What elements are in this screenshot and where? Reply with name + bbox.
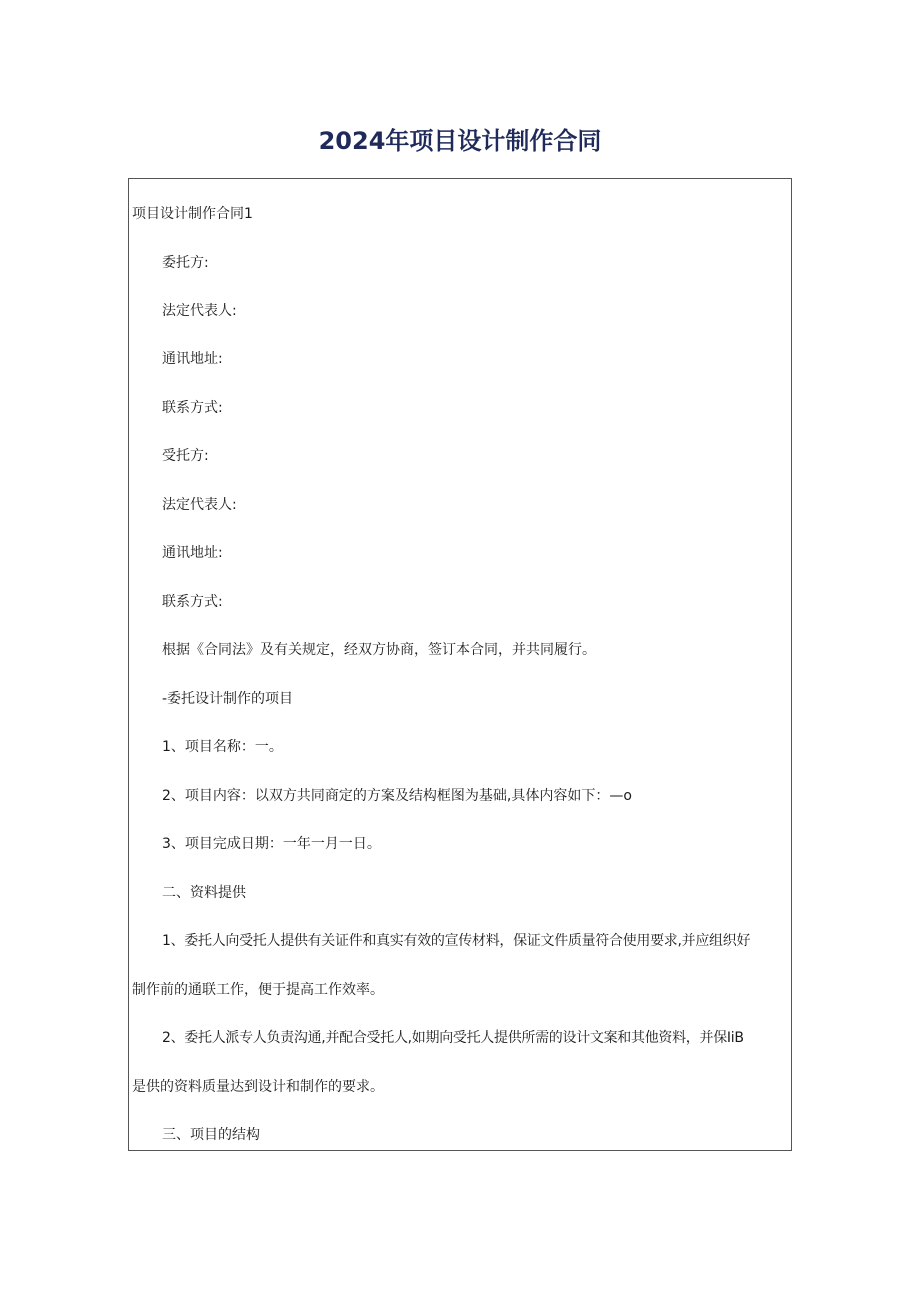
party-b-representative-label: 法定代表人: <box>162 497 237 513</box>
section-2-title: 二、资料提供 <box>162 885 246 901</box>
party-a-address-label: 通讯地址: <box>162 351 223 367</box>
section-2-item-2-line-1: 2、委托人派专人负责沟通,并配合受托人,如期向受托人提供所需的设计文案和其他资料，并保IiB <box>162 1030 744 1046</box>
party-a-representative-label: 法定代表人: <box>162 303 237 319</box>
preamble-paragraph: 根据《合同法》及有关规定，经双方协商，签订本合同，并共同履行。 <box>162 642 596 658</box>
contract-content-box <box>128 178 792 1151</box>
section-2-item-1-line-1: 1、委托人向受托人提供有关证件和真实有效的宣传材料，保证文件质量符合使用要求,并应组织好 <box>162 933 751 949</box>
party-b-contact-label: 联系方式: <box>162 594 223 610</box>
section-2-item-1-line-2: 制作前的通联工作，便于提高工作效率。 <box>132 982 384 998</box>
section-1-item-2: 2、项目内容：以双方共同商定的方案及结构框图为基础,具体内容如下：—o <box>162 788 632 804</box>
document-title: 2024年项目设计制作合同 <box>318 127 602 155</box>
party-a-label: 委托方: <box>162 255 209 271</box>
section-1-title: -委托设计制作的项目 <box>162 691 294 707</box>
section-3-title: 三、项目的结构 <box>162 1127 260 1143</box>
party-b-label: 受托方: <box>162 448 209 464</box>
party-a-contact-label: 联系方式: <box>162 400 223 416</box>
contract-heading: 项目设计制作合同1 <box>132 206 253 222</box>
section-1-item-3: 3、项目完成日期：一年一月一日。 <box>162 836 381 852</box>
party-b-address-label: 通讯地址: <box>162 545 223 561</box>
section-2-item-2-line-2: 是供的资料质量达到设计和制作的要求。 <box>132 1079 384 1095</box>
section-1-item-1: 1、项目名称：一。 <box>162 739 283 755</box>
